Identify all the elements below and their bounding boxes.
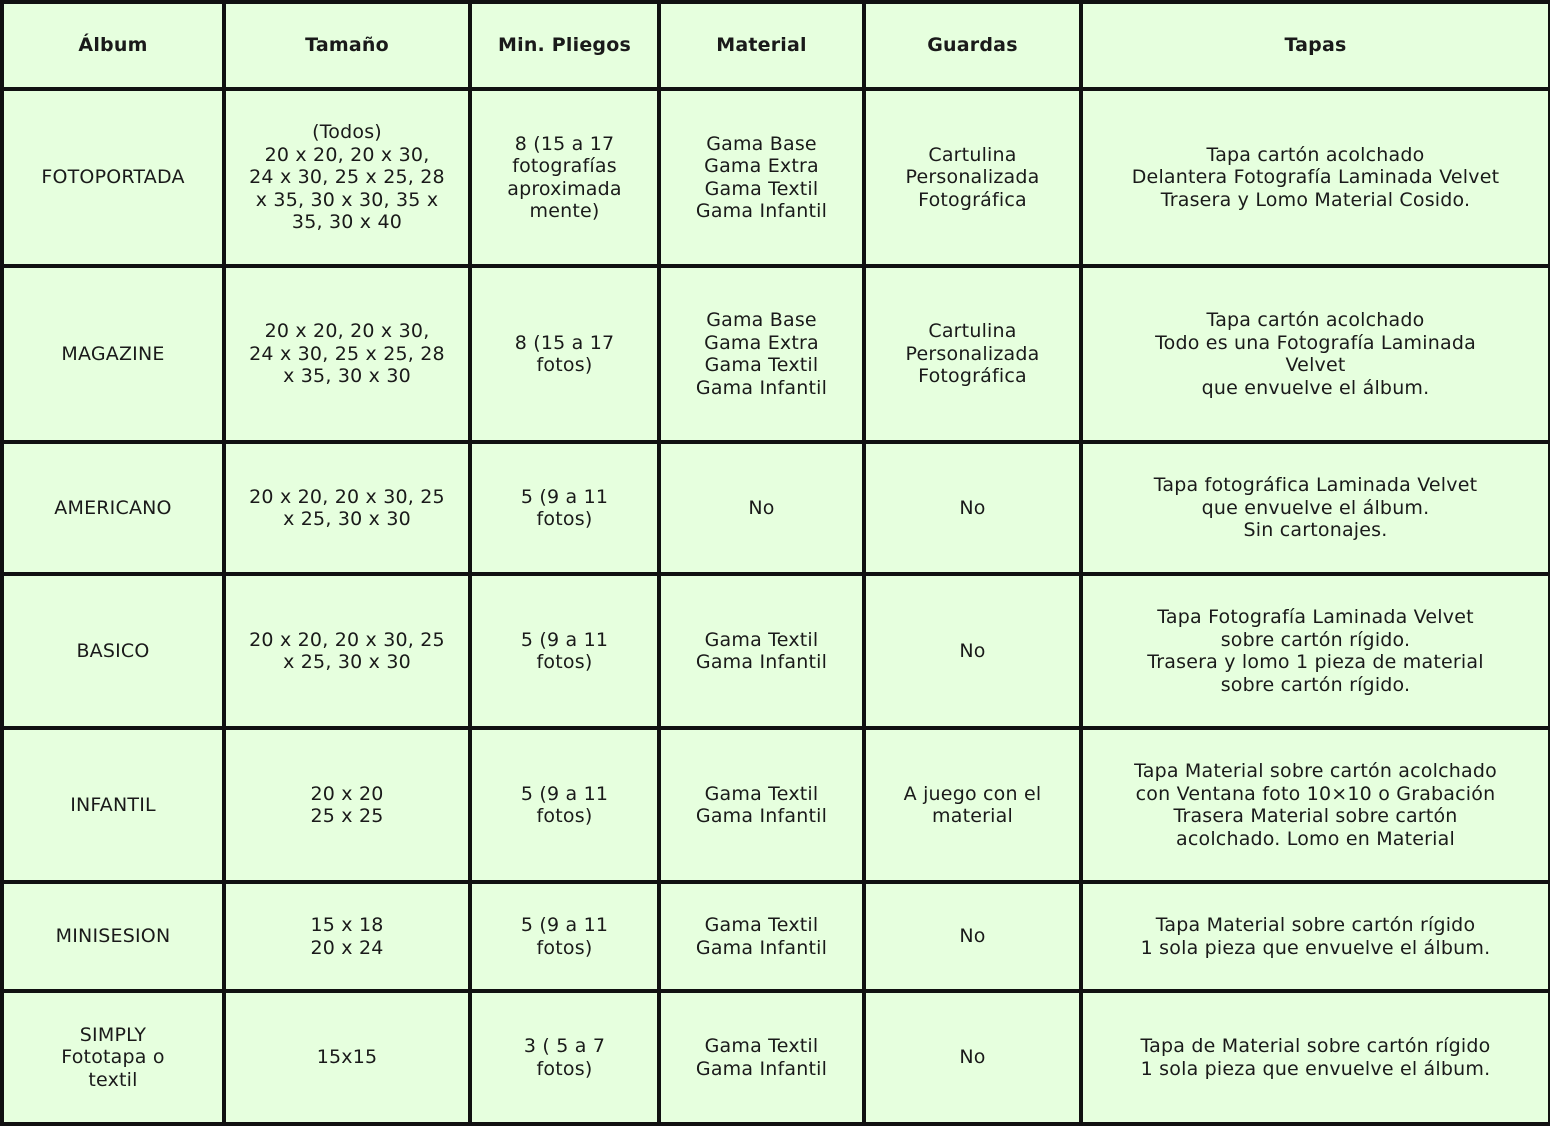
table-row-infantil (2, 728, 1550, 882)
album-name: INFANTIL (2, 728, 224, 882)
album-covers: Tapa cartón acolchado Todo es una Fotografía Laminada Velvet que envuelve el álbum. (1081, 266, 1550, 442)
table-row-basico (2, 574, 1550, 728)
table-row-fotoportada (2, 89, 1550, 266)
album-name: AMERICANO (2, 442, 224, 574)
album-endpapers: No (864, 991, 1081, 1124)
header-endpapers: Guardas (864, 2, 1081, 89)
album-endpapers: No (864, 442, 1081, 574)
album-min-sheets: 8 (15 a 17 fotografías aproximada mente) (470, 89, 659, 266)
album-size: 20 x 20, 20 x 30, 24 x 30, 25 x 25, 28 x 35, 30 x 30 (224, 266, 470, 442)
album-size: 20 x 20, 20 x 30, 25 x 25, 30 x 30 (224, 574, 470, 728)
album-covers: Tapa fotográfica Laminada Velvet que envuelve el álbum. Sin cartonajes. (1081, 442, 1550, 574)
album-material: Gama Base Gama Extra Gama Textil Gama Infantil (659, 89, 864, 266)
album-min-sheets: 5 (9 a 11 fotos) (470, 442, 659, 574)
album-min-sheets: 8 (15 a 17 fotos) (470, 266, 659, 442)
album-covers: Tapa Fotografía Laminada Velvet sobre cartón rígido. Trasera y lomo 1 pieza de material sobre cartón rígido. (1081, 574, 1550, 728)
album-covers: Tapa cartón acolchado Delantera Fotografía Laminada Velvet Trasera y Lomo Material Cosido. (1081, 89, 1550, 266)
album-size: 20 x 20, 20 x 30, 25 x 25, 30 x 30 (224, 442, 470, 574)
album-endpapers: No (864, 882, 1081, 991)
table-row-magazine (2, 266, 1550, 442)
album-covers: Tapa Material sobre cartón rígido 1 sola pieza que envuelve el álbum. (1081, 882, 1550, 991)
header-album: Álbum (2, 2, 224, 89)
album-material: No (659, 442, 864, 574)
album-material: Gama Textil Gama Infantil (659, 991, 864, 1124)
album-endpapers: A juego con el material (864, 728, 1081, 882)
header-row (2, 2, 1550, 89)
album-endpapers: Cartulina Personalizada Fotográfica (864, 266, 1081, 442)
album-min-sheets: 3 ( 5 a 7 fotos) (470, 991, 659, 1124)
album-covers: Tapa Material sobre cartón acolchado con Ventana foto 10×10 o Grabación Trasera Material sobre cartón acolchado. Lomo en Material (1081, 728, 1550, 882)
table-row-americano (2, 442, 1550, 574)
album-size: 15x15 (224, 991, 470, 1124)
album-size: (Todos) 20 x 20, 20 x 30, 24 x 30, 25 x 25, 28 x 35, 30 x 30, 35 x 35, 30 x 40 (224, 89, 470, 266)
album-covers: Tapa de Material sobre cartón rígido 1 sola pieza que envuelve el álbum. (1081, 991, 1550, 1124)
album-endpapers: Cartulina Personalizada Fotográfica (864, 89, 1081, 266)
header-material: Material (659, 2, 864, 89)
album-min-sheets: 5 (9 a 11 fotos) (470, 574, 659, 728)
header-covers: Tapas (1081, 2, 1550, 89)
album-name: FOTOPORTADA (2, 89, 224, 266)
album-material: Gama Textil Gama Infantil (659, 728, 864, 882)
album-min-sheets: 5 (9 a 11 fotos) (470, 728, 659, 882)
album-material: Gama Base Gama Extra Gama Textil Gama Infantil (659, 266, 864, 442)
album-size: 20 x 20 25 x 25 (224, 728, 470, 882)
album-material: Gama Textil Gama Infantil (659, 882, 864, 991)
album-name: SIMPLY Fototapa o textil (2, 991, 224, 1124)
header-size: Tamaño (224, 2, 470, 89)
album-name: MINISESION (2, 882, 224, 991)
table-row-simply (2, 991, 1550, 1124)
header-min-sheets: Min. Pliegos (470, 2, 659, 89)
album-name: MAGAZINE (2, 266, 224, 442)
album-size: 15 x 18 20 x 24 (224, 882, 470, 991)
album-name: BASICO (2, 574, 224, 728)
album-min-sheets: 5 (9 a 11 fotos) (470, 882, 659, 991)
album-material: Gama Textil Gama Infantil (659, 574, 864, 728)
album-endpapers: No (864, 574, 1081, 728)
table-row-minisesion (2, 882, 1550, 991)
